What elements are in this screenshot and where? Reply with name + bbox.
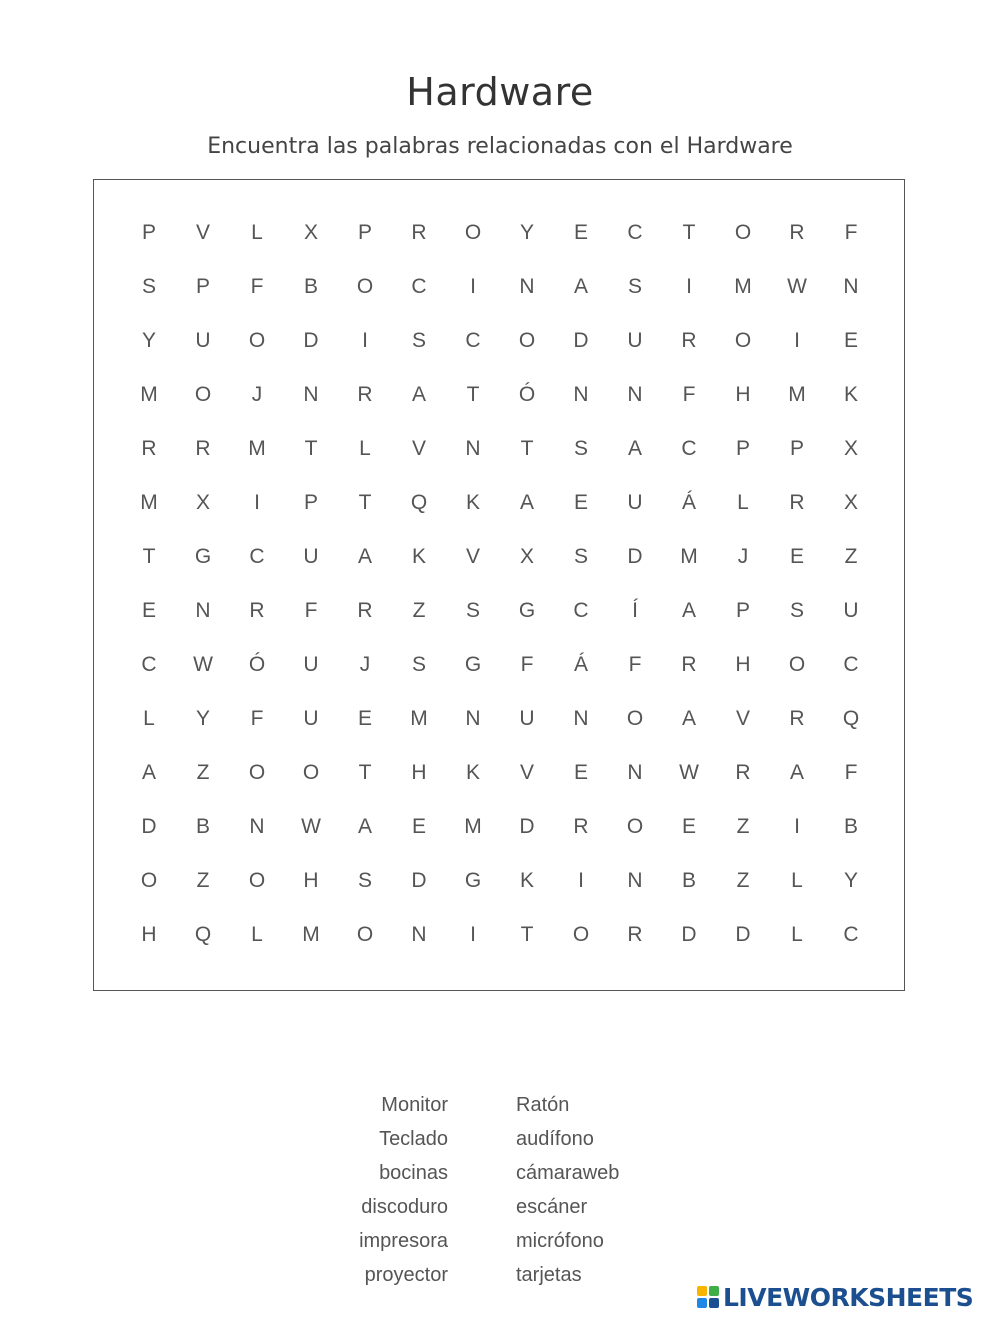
grid-letter[interactable]: O — [194, 383, 212, 406]
grid-letter[interactable]: O — [518, 329, 536, 352]
grid-letter[interactable]: M — [140, 491, 158, 514]
grid-letter[interactable]: A — [357, 815, 372, 838]
grid-letter[interactable]: P — [789, 437, 804, 460]
grid-letter[interactable]: C — [681, 437, 697, 460]
grid-letter[interactable]: R — [681, 329, 697, 352]
grid-letter[interactable]: P — [303, 491, 318, 514]
grid-letter[interactable]: F — [304, 599, 318, 622]
grid-letter[interactable]: O — [788, 653, 806, 676]
word-list-item: discoduro — [361, 1196, 448, 1218]
grid-letter[interactable]: O — [626, 707, 644, 730]
grid-letter[interactable]: T — [142, 545, 156, 568]
grid-letter[interactable]: R — [141, 437, 157, 460]
grid-letter[interactable]: Ó — [248, 653, 266, 676]
grid-letter[interactable]: T — [682, 221, 696, 244]
grid-letter[interactable]: C — [843, 923, 859, 946]
grid-letter[interactable]: O — [248, 869, 266, 892]
grid-letter[interactable]: S — [411, 653, 426, 676]
word-list-item: proyector — [364, 1264, 448, 1286]
grid-letter[interactable]: M — [680, 545, 698, 568]
grid-letter[interactable]: C — [249, 545, 265, 568]
grid-letter[interactable]: E — [573, 221, 588, 244]
word-list-item: bocinas — [379, 1162, 448, 1184]
grid-letter[interactable]: X — [519, 545, 534, 568]
grid-letter[interactable]: H — [141, 923, 157, 946]
grid-letter[interactable]: N — [627, 761, 643, 784]
grid-letter[interactable]: S — [789, 599, 804, 622]
grid-letter[interactable]: E — [141, 599, 156, 622]
grid-letter[interactable]: D — [627, 545, 643, 568]
grid-letter[interactable]: E — [573, 491, 588, 514]
word-list-item: Monitor — [381, 1094, 448, 1116]
grid-letter[interactable]: P — [195, 275, 210, 298]
grid-letter[interactable]: A — [681, 599, 696, 622]
grid-letter[interactable]: N — [411, 923, 427, 946]
grid-letter[interactable]: K — [843, 383, 858, 406]
grid-letter[interactable]: F — [844, 221, 858, 244]
grid-letter[interactable]: U — [195, 329, 211, 352]
grid-letter[interactable]: M — [410, 707, 428, 730]
grid-letter[interactable]: N — [573, 383, 589, 406]
grid-letter[interactable]: N — [303, 383, 319, 406]
grid-letter[interactable]: B — [303, 275, 318, 298]
grid-letter[interactable]: R — [411, 221, 427, 244]
grid-letter[interactable]: F — [628, 653, 642, 676]
grid-letter[interactable]: B — [681, 869, 696, 892]
grid-letter[interactable]: O — [572, 923, 590, 946]
grid-letter[interactable]: L — [251, 923, 263, 946]
grid-letter[interactable]: L — [143, 707, 155, 730]
grid-letter[interactable]: F — [250, 707, 264, 730]
word-list-item: escáner — [516, 1196, 588, 1218]
grid-letter[interactable]: R — [789, 707, 805, 730]
grid-letter[interactable]: T — [520, 437, 534, 460]
grid-letter[interactable]: M — [248, 437, 266, 460]
grid-letter[interactable]: E — [789, 545, 804, 568]
grid-letter[interactable]: X — [303, 221, 318, 244]
grid-letter[interactable]: U — [519, 707, 535, 730]
grid-letter[interactable]: R — [249, 599, 265, 622]
grid-letter[interactable]: L — [359, 437, 371, 460]
grid-letter[interactable]: D — [411, 869, 427, 892]
grid-letter[interactable]: G — [464, 869, 482, 892]
grid-letter[interactable]: V — [411, 437, 426, 460]
grid-letter[interactable]: T — [358, 761, 372, 784]
grid-letter[interactable]: G — [464, 653, 482, 676]
grid-letter[interactable]: Z — [196, 761, 210, 784]
word-list-item: cámaraweb — [516, 1162, 620, 1184]
grid-letter[interactable]: J — [251, 383, 263, 406]
grid-letter[interactable]: R — [357, 599, 373, 622]
grid-letter[interactable]: N — [465, 437, 481, 460]
grid-letter[interactable]: D — [141, 815, 157, 838]
grid-letter[interactable]: H — [411, 761, 427, 784]
grid-letter[interactable]: N — [519, 275, 535, 298]
grid-letter[interactable]: Á — [573, 653, 588, 676]
grid-letter[interactable]: F — [520, 653, 534, 676]
grid-letter[interactable]: S — [465, 599, 480, 622]
liveworksheets-logo-icon — [697, 1286, 719, 1308]
grid-letter[interactable]: M — [464, 815, 482, 838]
grid-letter[interactable]: O — [356, 275, 374, 298]
grid-letter[interactable]: I — [470, 923, 476, 946]
grid-letter[interactable]: Z — [736, 815, 750, 838]
grid-letter[interactable]: Q — [194, 923, 212, 946]
grid-letter[interactable]: N — [195, 599, 211, 622]
grid-letter[interactable]: Q — [410, 491, 428, 514]
grid-letter[interactable]: R — [195, 437, 211, 460]
grid-letter[interactable]: S — [141, 275, 156, 298]
grid-letter[interactable]: X — [843, 437, 858, 460]
grid-letter[interactable]: Y — [843, 869, 858, 892]
grid-letter[interactable]: N — [573, 707, 589, 730]
grid-letter[interactable]: Z — [736, 869, 750, 892]
grid-letter[interactable]: C — [411, 275, 427, 298]
grid-letter[interactable]: U — [843, 599, 859, 622]
grid-letter[interactable]: Y — [195, 707, 210, 730]
grid-letter[interactable]: V — [735, 707, 750, 730]
grid-letter[interactable]: N — [465, 707, 481, 730]
grid-letter[interactable]: F — [250, 275, 264, 298]
brand-text: LIVEWORKSHEETS — [723, 1282, 974, 1312]
word-list-right — [516, 1088, 736, 1292]
grid-letter[interactable]: M — [734, 275, 752, 298]
grid-letter[interactable]: E — [357, 707, 372, 730]
grid-letter[interactable]: D — [681, 923, 697, 946]
grid-letter[interactable]: K — [411, 545, 426, 568]
grid-letter[interactable]: S — [573, 545, 588, 568]
grid-letter[interactable]: F — [844, 761, 858, 784]
grid-letter[interactable]: U — [303, 545, 319, 568]
grid-letter[interactable]: T — [358, 491, 372, 514]
worksheet-title: Hardware — [406, 70, 594, 114]
grid-letter[interactable]: I — [254, 491, 260, 514]
grid-letter[interactable]: I — [794, 815, 800, 838]
grid-letter[interactable]: W — [787, 275, 807, 298]
grid-letter[interactable]: O — [302, 761, 320, 784]
grid-letter[interactable]: S — [411, 329, 426, 352]
grid-letter[interactable]: C — [627, 221, 643, 244]
grid-letter[interactable]: T — [520, 923, 534, 946]
grid-letter[interactable]: E — [411, 815, 426, 838]
grid-letter[interactable]: D — [303, 329, 319, 352]
grid-letter[interactable]: Ó — [518, 383, 536, 406]
word-list-left — [248, 1088, 448, 1292]
grid-letter[interactable]: U — [627, 491, 643, 514]
grid-letter[interactable]: P — [357, 221, 372, 244]
grid-letter[interactable]: K — [465, 761, 480, 784]
grid-letter[interactable]: J — [359, 653, 371, 676]
grid-letter[interactable]: I — [362, 329, 368, 352]
grid-letter[interactable]: O — [464, 221, 482, 244]
grid-letter[interactable]: A — [789, 761, 804, 784]
grid-letter[interactable]: A — [411, 383, 426, 406]
grid-letter[interactable]: O — [626, 815, 644, 838]
grid-letter[interactable]: W — [193, 653, 213, 676]
grid-letter[interactable]: A — [627, 437, 642, 460]
grid-letter[interactable]: Z — [412, 599, 426, 622]
grid-letter[interactable]: D — [519, 815, 535, 838]
grid-letter[interactable]: B — [843, 815, 858, 838]
grid-letter[interactable]: O — [248, 761, 266, 784]
grid-letter[interactable]: L — [737, 491, 749, 514]
grid-letter[interactable]: R — [357, 383, 373, 406]
grid-letter[interactable]: R — [735, 761, 751, 784]
grid-letter[interactable]: C — [573, 599, 589, 622]
grid-letter[interactable]: G — [194, 545, 212, 568]
word-list-item: tarjetas — [516, 1264, 582, 1286]
grid-letter[interactable]: U — [627, 329, 643, 352]
grid-letter[interactable]: O — [734, 329, 752, 352]
grid-letter[interactable]: Q — [842, 707, 860, 730]
grid-letter[interactable]: A — [141, 761, 156, 784]
grid-letter[interactable]: N — [843, 275, 859, 298]
word-list-item: audífono — [516, 1128, 594, 1150]
grid-letter[interactable]: D — [735, 923, 751, 946]
grid-letter[interactable]: U — [303, 707, 319, 730]
grid-letter[interactable]: E — [573, 761, 588, 784]
grid-letter[interactable]: W — [301, 815, 321, 838]
grid-letter[interactable]: T — [466, 383, 480, 406]
grid-letter[interactable]: Í — [632, 599, 638, 622]
grid-letter[interactable]: W — [679, 761, 699, 784]
grid-letter[interactable]: R — [681, 653, 697, 676]
grid-letter[interactable]: J — [737, 545, 749, 568]
grid-letter[interactable]: O — [248, 329, 266, 352]
grid-letter[interactable]: I — [470, 275, 476, 298]
grid-letter[interactable]: T — [304, 437, 318, 460]
grid-letter[interactable]: O — [140, 869, 158, 892]
grid-letter[interactable]: M — [302, 923, 320, 946]
word-list-item: micrófono — [516, 1230, 604, 1252]
grid-letter[interactable]: P — [141, 221, 156, 244]
grid-letter[interactable]: C — [141, 653, 157, 676]
grid-letter[interactable]: Y — [141, 329, 156, 352]
letter-grid — [94, 180, 904, 990]
grid-letter[interactable]: N — [627, 383, 643, 406]
grid-letter[interactable]: M — [140, 383, 158, 406]
grid-letter[interactable]: G — [518, 599, 536, 622]
grid-letter[interactable]: C — [843, 653, 859, 676]
grid-letter[interactable]: P — [735, 599, 750, 622]
grid-letter[interactable]: V — [465, 545, 480, 568]
grid-letter[interactable]: A — [519, 491, 534, 514]
grid-letter[interactable]: R — [627, 923, 643, 946]
grid-letter[interactable]: Z — [196, 869, 210, 892]
word-list-item: Ratón — [516, 1094, 570, 1116]
grid-letter[interactable]: R — [789, 221, 805, 244]
grid-letter[interactable]: N — [627, 869, 643, 892]
grid-letter[interactable]: X — [195, 491, 210, 514]
grid-letter[interactable]: X — [843, 491, 858, 514]
grid-letter[interactable]: V — [195, 221, 210, 244]
word-list-item: impresora — [359, 1230, 448, 1252]
grid-letter[interactable]: I — [686, 275, 692, 298]
grid-letter[interactable]: H — [303, 869, 319, 892]
grid-letter[interactable]: D — [573, 329, 589, 352]
grid-letter[interactable]: K — [465, 491, 480, 514]
grid-letter[interactable]: O — [356, 923, 374, 946]
grid-letter[interactable]: A — [357, 545, 372, 568]
grid-letter[interactable]: M — [788, 383, 806, 406]
grid-letter[interactable]: V — [519, 761, 534, 784]
word-list-item: Teclado — [379, 1128, 448, 1150]
grid-letter[interactable]: L — [791, 923, 803, 946]
grid-letter[interactable]: H — [735, 383, 751, 406]
grid-letter[interactable]: A — [681, 707, 696, 730]
grid-letter[interactable]: S — [357, 869, 372, 892]
grid-letter[interactable]: R — [573, 815, 589, 838]
grid-letter[interactable]: K — [519, 869, 534, 892]
grid-letter[interactable]: L — [791, 869, 803, 892]
grid-letter[interactable]: B — [195, 815, 210, 838]
grid-letter[interactable]: S — [627, 275, 642, 298]
grid-letter[interactable]: P — [735, 437, 750, 460]
worksheet-subtitle: Encuentra las palabras relacionadas con el Hardware — [207, 134, 793, 159]
grid-letter[interactable]: Z — [844, 545, 858, 568]
word-search-grid — [93, 179, 905, 991]
grid-letter[interactable]: S — [573, 437, 588, 460]
grid-letter[interactable]: I — [794, 329, 800, 352]
grid-letter[interactable]: E — [681, 815, 696, 838]
grid-letter[interactable]: L — [251, 221, 263, 244]
grid-letter[interactable]: N — [249, 815, 265, 838]
grid-letter[interactable]: H — [735, 653, 751, 676]
grid-letter[interactable]: U — [303, 653, 319, 676]
grid-letter[interactable]: C — [465, 329, 481, 352]
grid-letter[interactable]: F — [682, 383, 696, 406]
grid-letter[interactable]: Á — [681, 491, 696, 514]
grid-letter[interactable]: Y — [519, 221, 534, 244]
grid-letter[interactable]: A — [573, 275, 588, 298]
grid-letter[interactable]: O — [734, 221, 752, 244]
grid-letter[interactable]: I — [578, 869, 584, 892]
grid-letter[interactable]: E — [843, 329, 858, 352]
grid-letter[interactable]: R — [789, 491, 805, 514]
liveworksheets-brand — [697, 1283, 973, 1311]
